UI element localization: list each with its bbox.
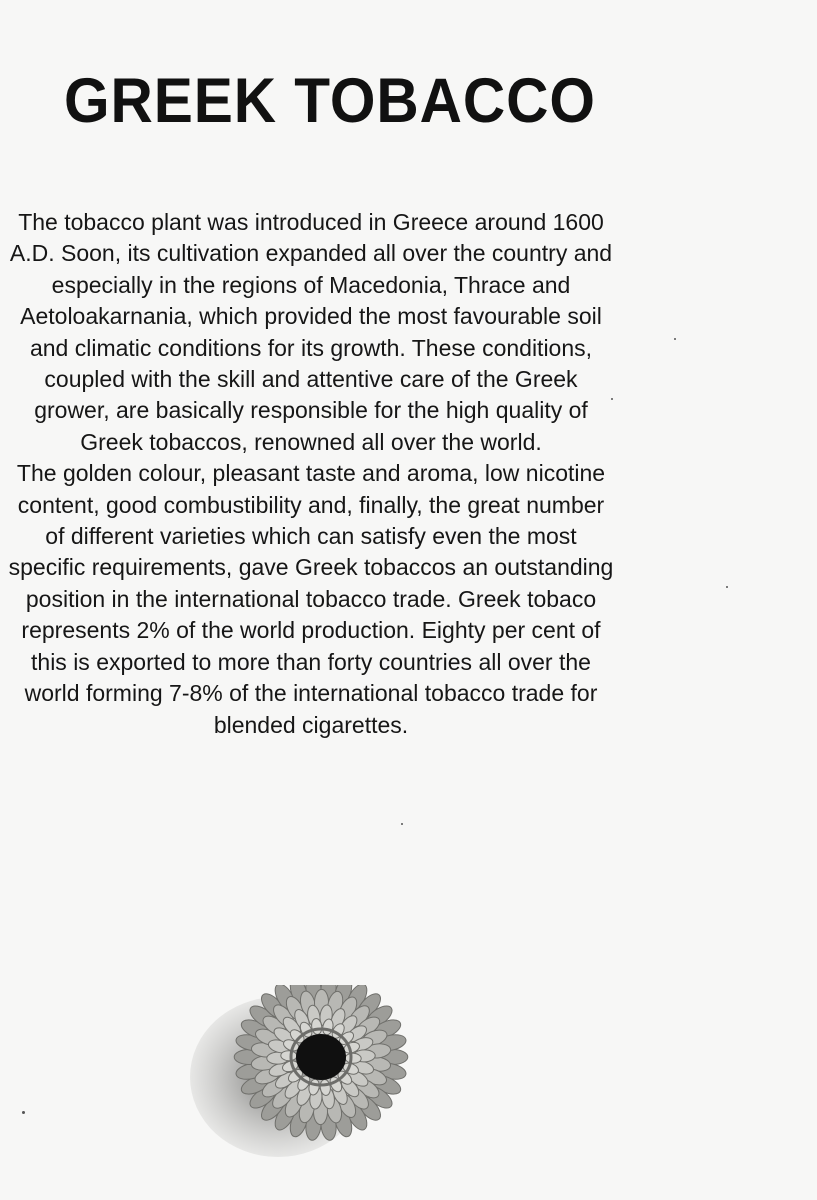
article-body	[8, 207, 614, 741]
scan-speck	[401, 823, 403, 825]
page-title: GREEK TOBACCO	[64, 66, 596, 136]
scan-speck	[22, 1111, 25, 1114]
paragraph-qualities: The golden colour, pleasant taste and aroma, low nicotine content, good combustibility and, finally, the great number of different varieties which can satisfy even the most specific requirements, gave Greek tobaccos an outstanding position in the international tobacco trade. Greek tobaco represents 2% of the world production. Eighty per cent of this is exported to more than forty countries all over the world forming 7-8% of the international tobacco trade for blended cigarettes.	[8, 460, 614, 738]
scan-speck	[726, 586, 728, 588]
scan-speck	[611, 398, 613, 400]
tobacco-rosette-photo	[186, 985, 418, 1167]
tobacco-rosette-icon	[186, 985, 418, 1167]
paragraph-history: The tobacco plant was introduced in Greece around 1600 A.D. Soon, its cultivation expanded all over the country and especially in the regions of Macedonia, Thrace and Aetoloakarnania, which provided the most favourable soil and climatic conditions for its growth. These conditions, coupled with the skill and attentive care of the Greek grower, are basically responsible for the high quality of Greek tobaccos, renowned all over the world.	[9, 209, 613, 455]
rosette-leaf	[345, 1053, 361, 1064]
scan-speck	[674, 338, 676, 340]
rosette-leaf	[281, 1050, 297, 1061]
